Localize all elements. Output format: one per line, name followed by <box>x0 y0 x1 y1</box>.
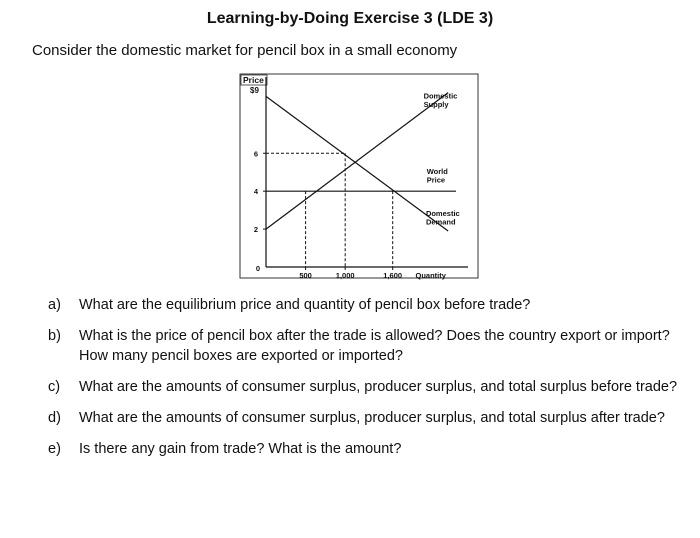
series-label-world-price: World <box>426 167 448 177</box>
supply-demand-chart <box>234 72 484 282</box>
series-label-domestic-supply: Supply <box>423 99 449 109</box>
y-axis-label: Price <box>243 75 264 85</box>
question-e <box>48 439 688 459</box>
question-b <box>48 326 688 366</box>
question-letter: a) <box>48 297 61 313</box>
intro-text: Consider the domestic market for pencil box in a small economy <box>32 42 458 59</box>
series-label-domestic-demand: Demand <box>425 217 456 227</box>
x-axis-label: Quantity <box>415 271 446 280</box>
series-label-domestic-demand: Domestic <box>425 208 460 218</box>
y-tick-label: 2 <box>253 225 258 235</box>
x-tick-label: 1,600 <box>383 271 403 280</box>
question-letter: d) <box>48 410 61 426</box>
y-tick-label: 6 <box>253 149 258 159</box>
question-text: What are the amounts of consumer surplus, producer surplus, and total surplus after trade? <box>79 410 665 426</box>
question-text: What are the amounts of consumer surplus, producer surplus, and total surplus before trade? <box>79 379 678 395</box>
y-axis-max-label: $9 <box>250 86 259 95</box>
question-text: What are the equilibrium price and quantity of pencil box before trade? <box>79 297 531 313</box>
series-label-domestic-supply: Domestic <box>423 91 458 101</box>
series-line-domestic-demand <box>266 96 448 231</box>
x-tick-label: 1,000 <box>335 271 355 280</box>
page-title: Learning-by-Doing Exercise 3 (LDE 3) <box>206 10 494 27</box>
x-tick-label: 500 <box>299 271 312 280</box>
question-letter: c) <box>48 379 61 395</box>
chart-plot-layer <box>254 77 468 280</box>
question-text: What is the price of pencil box after the trade is allowed? Does the country export or import? How many pencil boxes are exported or imported? <box>79 328 670 364</box>
question-c <box>48 377 688 397</box>
question-a <box>48 295 688 315</box>
question-list <box>48 295 688 470</box>
question-letter: b) <box>48 328 61 344</box>
series-line-domestic-supply <box>266 93 448 230</box>
series-label-world-price: Price <box>426 175 446 185</box>
question-d <box>48 408 688 428</box>
y-tick-label: 4 <box>253 187 258 197</box>
question-text: Is there any gain from trade? What is the amount? <box>79 441 402 457</box>
question-letter: e) <box>48 441 61 457</box>
origin-label: 0 <box>255 264 260 273</box>
